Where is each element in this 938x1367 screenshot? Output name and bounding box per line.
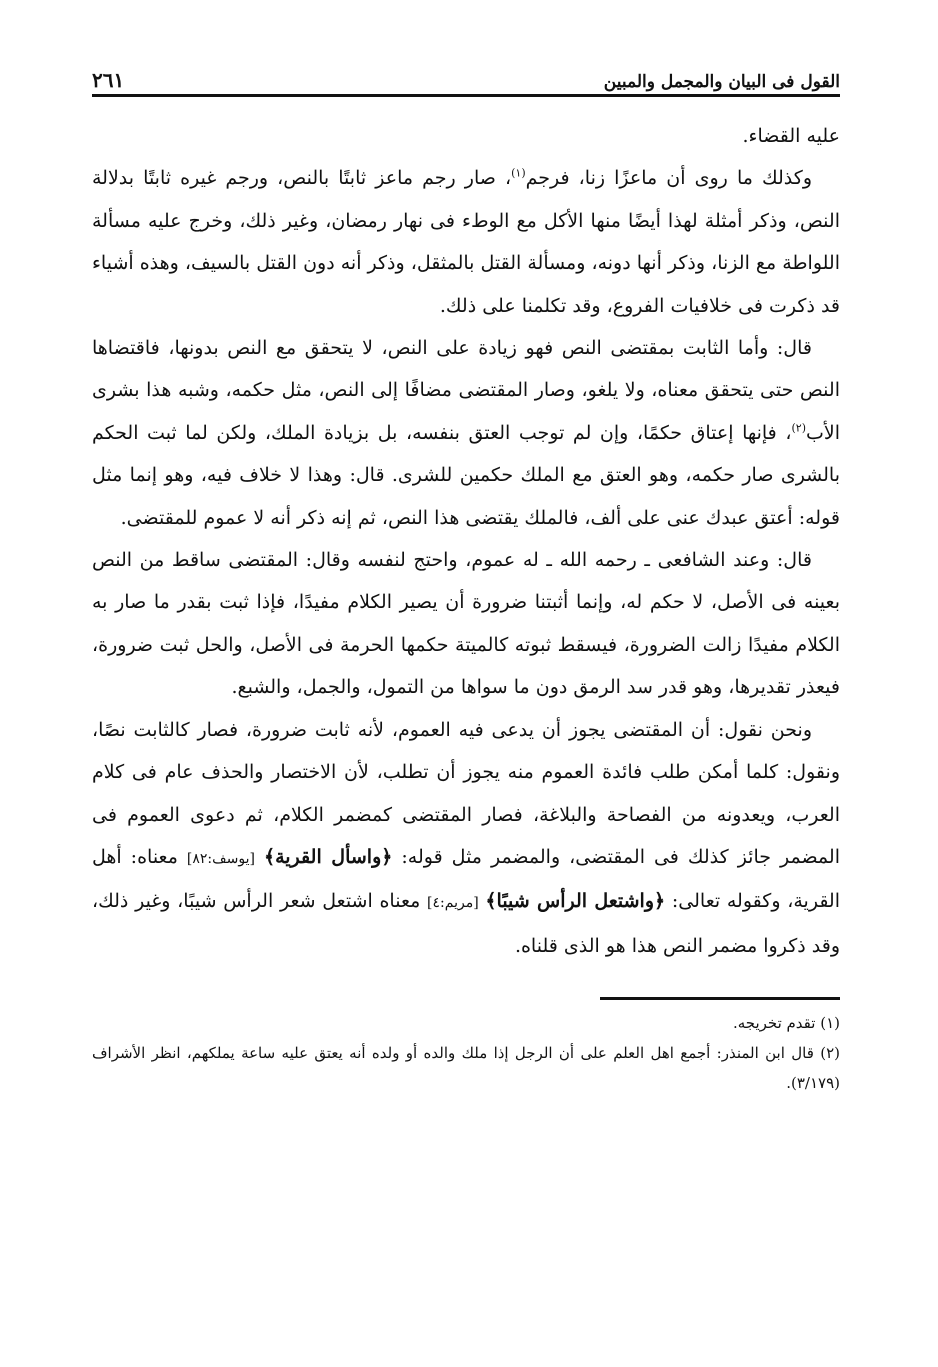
footnote-separator bbox=[600, 997, 840, 1000]
paragraph bbox=[92, 157, 840, 327]
footnote: (١) تقدم تخريجه. bbox=[732, 1014, 840, 1033]
book-page bbox=[92, 54, 840, 1098]
paragraph-text: ونحن نقول: أن المقتضى يجوز أن يدعى فيه العموم، لأنه ثابت ضرورة، فصار كالثابت نصًا، ونقول: كلما أمكن طلب فائدة العموم منه يجوز أن تطلب، لأن الاختصار والحذف عام فى كلام العرب، ويعدونه من الفصاحة والبلاغة، فصار المقتضى كمضمر الكلام، ثم دعوى العموم فى المضمر جائز كذلك فى المقتضى، والمضمر مثل قوله: bbox=[92, 718, 840, 868]
paragraph-text: قال: وأما الثابت بمقتضى النص فهو زيادة على النص، لا يتحقق مع النص بدونها، فاقتضاها النص حتى يتحقق معناه، ولا يلغو، وصار المقتضى مضافًا إلى النص، مثل حكمه، وشبه هذا بشرى الأب bbox=[92, 337, 840, 444]
running-head-title: القول فى البيان والمجمل والمبين bbox=[603, 72, 840, 92]
footnote: (٢) قال ابن المنذر: أجمع اهل العلم على أن الرجل إذا ملك والده أو ولده أنه يعتق عليه ساعة يملكهم، انظر الأشراف (٣/١٧٩). bbox=[92, 1044, 840, 1093]
paragraph bbox=[92, 327, 840, 539]
paragraph bbox=[92, 709, 840, 967]
paragraph-text: وكذلك ما روى أن ماعزًا زنا، فرجم bbox=[525, 167, 812, 190]
verse-reference: [مريم:٤] bbox=[427, 895, 479, 912]
paragraph bbox=[92, 115, 840, 157]
paragraph bbox=[92, 539, 840, 709]
paragraph-text: ، صار رجم ماعز ثابتًا بالنص، ورجم غيره ثابتًا بدلالة النص، وذكر أمثلة لهذا أيضًا منها الأكل مع الوطء فى نهار رمضان، وغير ذلك، وخرج عليه مسألة اللواطة مع الزنا، وذكر أنها دونه، ومسألة القتل بالمثقل، وذكر أنه دون القتل بالسيف، وهذه أشياء قد ذكرت فى خلافيات الفروع، وقد تكلمنا على ذلك. bbox=[92, 167, 840, 317]
paragraph-text: معناه اشتعل شعر الرأس شيبًا، وغير ذلك، وقد ذكروا مضمر النص هذا هو الذى قلناه. bbox=[92, 890, 840, 957]
running-head bbox=[92, 54, 840, 97]
paragraph-text: معناه: أهل القرية، وكقوله تعالى: bbox=[92, 845, 840, 913]
paragraph-text: ، فإنها إعتاق حكمًا، وإن لم توجب العتق بنفسه، بل بزيادة الملك، ولكن لما ثبت الحكم بالشرى صار حكمه، وهو العتق مع الملك حكمين للشرى. قال: وهذا لا خلاف فيه، وهو إنما مثل قوله: أعتق عبدك عنى على ألف، فالملك يقتضى هذا النص، ثم إنه ذكر أنه لا عموم للمقتضى. bbox=[92, 421, 840, 529]
paragraph-text: عليه القضاء. bbox=[742, 125, 840, 147]
main-text bbox=[92, 115, 840, 967]
page-number: ٢٦١ bbox=[92, 68, 125, 92]
footnotes bbox=[92, 1008, 840, 1098]
quran-quote: ﴿واشتعل الرأس شيبًا﴾ bbox=[485, 890, 666, 913]
quran-quote: ﴿واسأل القرية﴾ bbox=[263, 845, 393, 868]
verse-reference: [يوسف:٨٢] bbox=[186, 850, 255, 867]
footnote-marker: (٢) bbox=[791, 421, 806, 435]
footnote-marker: (١) bbox=[511, 167, 526, 181]
paragraph-text: قال: وعند الشافعى ـ رحمه الله ـ له عموم، واحتج لنفسه وقال: المقتضى ساقط من النص بعينه فى الأصل، لا حكم له، وإنما أثبتنا ضرورة أن يصير الكلام مفيدًا، فإذا ثبت بقدر ما صار به الكلام مفيدًا زالت الضرورة، فيسقط ثبوته كالميتة حكمها الحرمة فى الأصل، والحل ثبت ضرورة، فيعذر تقديرها، وهو قدر سد الرمق دون ما سواها من التمول، والجمل، والشبع. bbox=[92, 549, 840, 699]
